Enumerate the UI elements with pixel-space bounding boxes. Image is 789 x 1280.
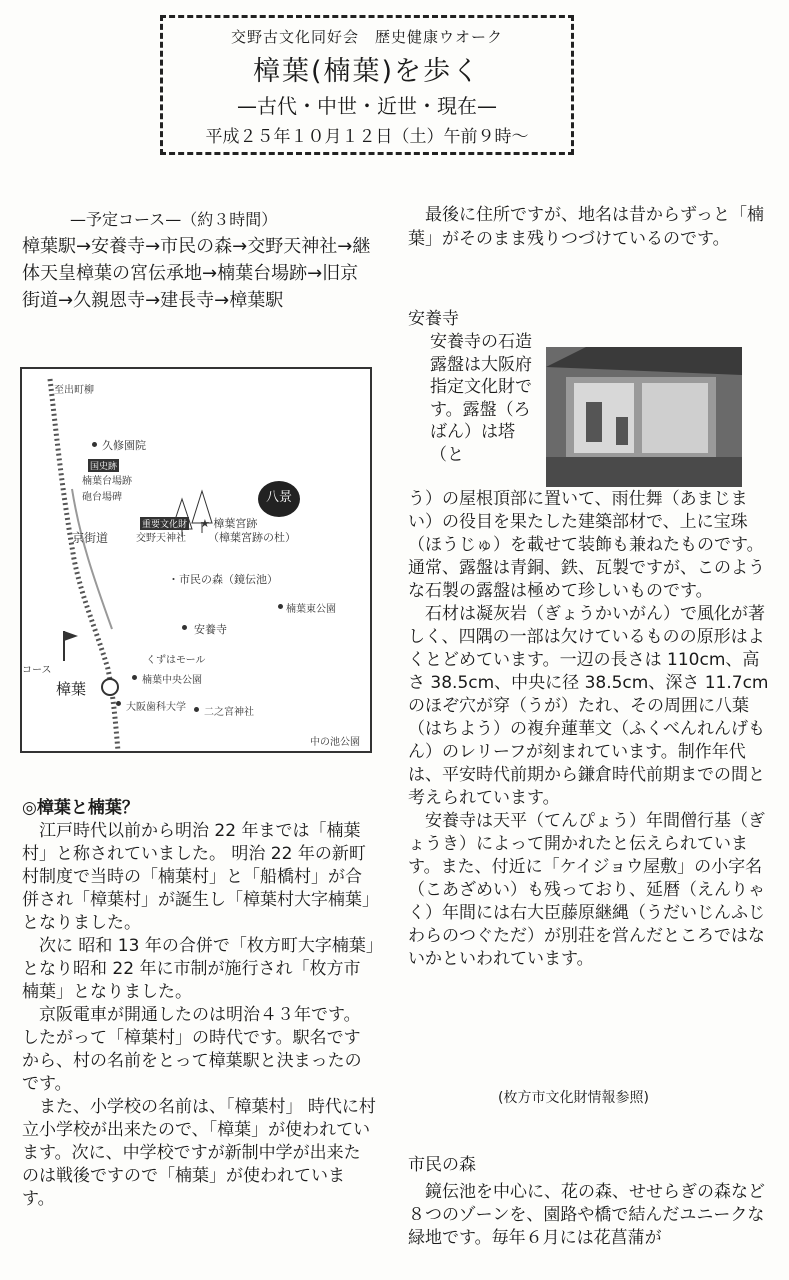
paragraph: 安養寺は天平（てんぴょう）年間僧行基（ぎょうき）によって開かれたと伝えられています。また、付近に「ケイジョウ屋敷」の小字名（こあざめい）も残っており、延暦（えんりゃく）年間には右大臣藤原継縄（うだいじんふじわらのつぐただ）が別荘を営んだところではないかといわれています。: [408, 811, 765, 969]
map-label-kuzuhagu: ★ 樟葉宮跡: [200, 517, 258, 530]
section-heading-anyoji: 安養寺: [408, 309, 459, 329]
section-heading-kuzuha: ◎樟葉と楠葉？: [22, 798, 139, 818]
course-route: 樟葉駅→安養寺→市民の森→交野天神社→継体天皇樟葉の宮伝承地→楠葉台場跡→旧京街道→久親恩寺→建長寺→樟葉駅: [22, 236, 371, 311]
anyoji-photo: [546, 347, 742, 487]
subtitle: —古代・中世・近世・現在—: [237, 94, 497, 118]
map-dot: [278, 604, 283, 609]
course-title: —予定コース—（約３時間）: [70, 210, 278, 229]
paragraph: う）の屋根頂部に置いて、雨仕舞（あまじまい）の役目を果たした建築部材で、上に宝珠（ほうじゅ）を載せて装飾も兼ねたものです。通常、露盤は青銅、鉄、瓦製ですが、このような石製の露盤は極めて珍しいものです。: [408, 489, 765, 601]
paragraph: また、小学校の名前は、「樟葉村」 時代に村立小学校が出来たので、「樟葉」が使われています。次に、中学校ですが新制中学が出来たのは戦後ですので「楠葉」が使われています。: [22, 1097, 376, 1209]
map-label-nakanoike: 中の池公園: [310, 737, 360, 748]
map-label-course: コース: [22, 665, 52, 676]
paragraph: 京阪電車が開通したのは明治４３年です。したがって「樟葉村」の時代です。駅名ですから、村の名前をとって樟葉駅と決まったのです。: [22, 1005, 362, 1094]
paragraph: 最後に住所ですが、地名は昔からずっと「楠葉」がそのまま残りつづけているのです。: [408, 205, 764, 249]
paragraph: 江戸時代以前から明治 22 年までは「楠葉村」と称されていました。 明治 22 年の新町村制度で当時の「楠葉村」と「船橋村」が合併され「樟葉村」が誕生し「樟葉村大字楠葉」となりました。: [22, 821, 371, 933]
map-label-chuo: 楠葉中央公園: [142, 675, 202, 686]
map-dot: [92, 442, 97, 447]
map-badge-cultural: 重要文化財: [140, 517, 189, 530]
left-column: [22, 797, 376, 1211]
paragraph: 次に 昭和 13 年の合併で「枚方町大字楠葉」となり昭和 22 年に市制が施行され「枚方市楠葉」となりました。: [22, 936, 375, 1002]
map-dot: [132, 675, 137, 680]
paragraph: 鏡伝池を中心に、花の森、せせらぎの森など８つのゾーンを、園路や橋で結んだユニークな緑地です。毎年６月には花菖蒲が: [408, 1182, 765, 1248]
route-map: [20, 367, 372, 753]
map-label-mall: くずはモール: [146, 655, 206, 666]
shrine-image: [546, 347, 742, 487]
map-label-kushin: 久修園院: [102, 439, 146, 452]
paragraph: 石材は凝灰岩（ぎょうかいがん）で風化が著しく、四隅の一部は欠けているものの原形はよくとどめています。一辺の長さは 110cm、高さ 38.5cm、中央に径 38.5cm、深さ 11.7cm のほぞ穴が穿（うが）たれ、その周囲に八葉（はちよう）の複弁蓮華文（ふくべんれんげもん）のレリーフが刻まれています。制作年代は、平安時代前期から鎌倉時代前期までの間と考えられています。: [408, 604, 769, 808]
map-label-daiba: 楠葉台場跡: [82, 476, 132, 487]
map-label-shimin: ・市民の森（鏡伝池）: [168, 573, 278, 586]
title-box: [160, 15, 574, 155]
map-label-ninomiya: 二之宮神社: [204, 707, 254, 718]
map-dot: [194, 707, 199, 712]
map-label-higashi: 楠葉東公園: [286, 604, 336, 615]
page-title: 樟葉(楠葉)を歩く: [252, 56, 482, 87]
map-badge-historic: 国史跡: [88, 459, 119, 472]
event-date: 平成２５年１０月１２日（土）午前９時～: [205, 127, 529, 147]
map-dot: [182, 625, 187, 630]
map-label-hodaiba: 砲台場碑: [82, 492, 122, 503]
right-body: [408, 488, 770, 971]
map-label-kuzuha-station: 樟葉: [56, 680, 87, 698]
map-label-dental: 大阪歯科大学: [126, 702, 186, 713]
map-label-anyoji: 安養寺: [194, 623, 227, 636]
section-heading-shimin: 市民の森: [408, 1155, 476, 1175]
map-label-kyokaido: 京街道: [72, 531, 109, 545]
map-label-katano: 交野天神社: [136, 533, 186, 544]
map-dot: [116, 701, 121, 706]
right-top: [408, 203, 770, 251]
hakkei-badge: 八景: [258, 481, 300, 517]
right-bottom: [408, 1181, 770, 1250]
anyoji-intro: 安養寺の石造露盤は大阪府指定文化財です。露盤（ろばん）は塔（と: [430, 332, 532, 465]
map-label-demachi: 至出町柳: [54, 385, 94, 396]
map-label-kuzuhagu-sub: （樟葉宮跡の杜）: [208, 531, 296, 544]
organizer: 交野古文化同好会 歴史健康ウオーク: [230, 28, 503, 46]
reference-note: (枚方市文化財情報参照): [498, 1090, 649, 1106]
